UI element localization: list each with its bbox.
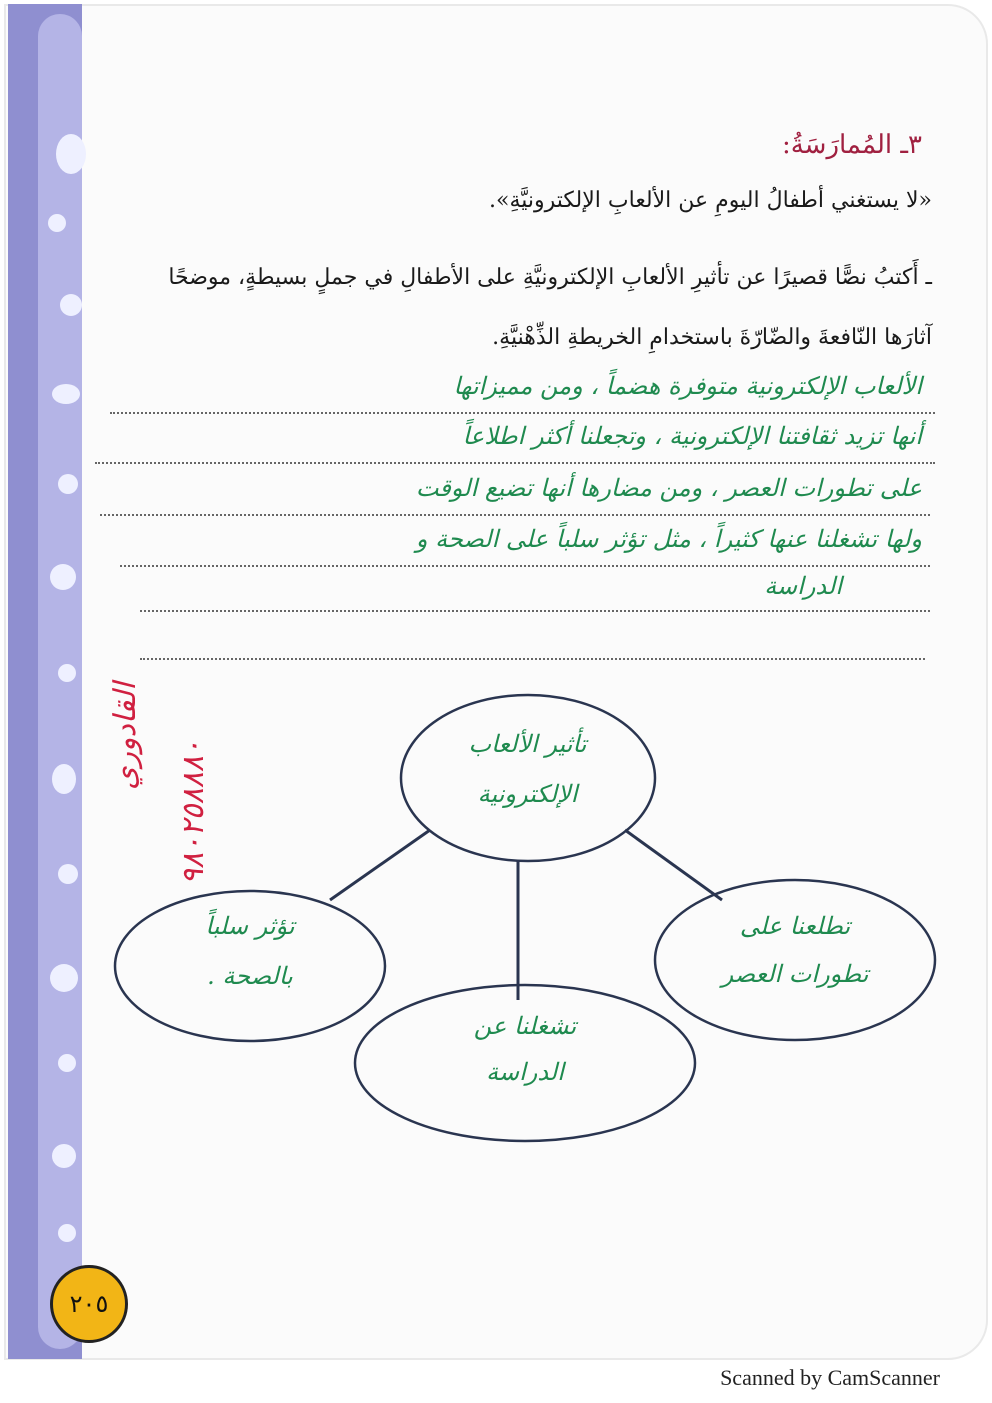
exercise-heading: ٣ـ المُمارَسَةُ: [781, 130, 922, 160]
red-annotation-name: القادوري [108, 682, 143, 790]
connector-right [625, 830, 722, 900]
page-number-badge [50, 1265, 128, 1343]
node-bottom-line2: الدراسة [486, 1058, 564, 1086]
exercise-quote: «لا يستغني أطفالُ اليومِ عن الألعابِ الإلكترونيَّةِ». [488, 188, 932, 213]
connector-left [330, 830, 430, 900]
node-left-line2: بالصحة . [207, 962, 293, 990]
node-right-line2: تطورات العصر [721, 960, 869, 988]
handwritten-line: على تطورات العصر ، ومن مضارها أنها تضيع الوقت [415, 474, 922, 502]
handwritten-line: الألعاب الإلكترونية متوفرة هضماً ، ومن مميزاتها [453, 372, 922, 400]
scanner-footer: Scanned by CamScanner [720, 1365, 940, 1390]
node-right-line1: تطلعنا على [739, 912, 851, 940]
node-center-line2: الإلكترونية [477, 780, 578, 808]
node-left-line1: تؤثر سلباً [205, 912, 295, 940]
exercise-instruction-line2: آثارَها النّافعةَ والضّارّةَ باستخدامِ الخريطةِ الذِّهْنيَّةِ. [492, 325, 932, 350]
handwritten-line: أنها تزيد ثقافتنا الإلكترونية ، وتجعلنا أكثر اطلاعاً [462, 422, 922, 450]
node-bottom-line1: تشغلنا عن [473, 1012, 577, 1040]
handwritten-line: الدراسة [764, 572, 842, 600]
handwritten-line: ولها تشغلنا عنها كثيراً ، مثل تؤثر سلباً على الصحة و [415, 525, 922, 553]
red-annotation-number: ٩٨٠٢٥٨٨٨٠ [176, 739, 211, 885]
page-number: ٢٠٥ [69, 1290, 109, 1318]
node-center-ellipse [401, 695, 655, 861]
exercise-instruction-line1: ـ أَكتبُ نصًّا قصيرًا عن تأثيرِ الألعابِ الإلكترونيَّةِ على الأطفالِ في جملٍ بسيطةٍ، موضحًا [168, 265, 932, 290]
node-center-line1: تأثير الألعاب [468, 730, 587, 758]
